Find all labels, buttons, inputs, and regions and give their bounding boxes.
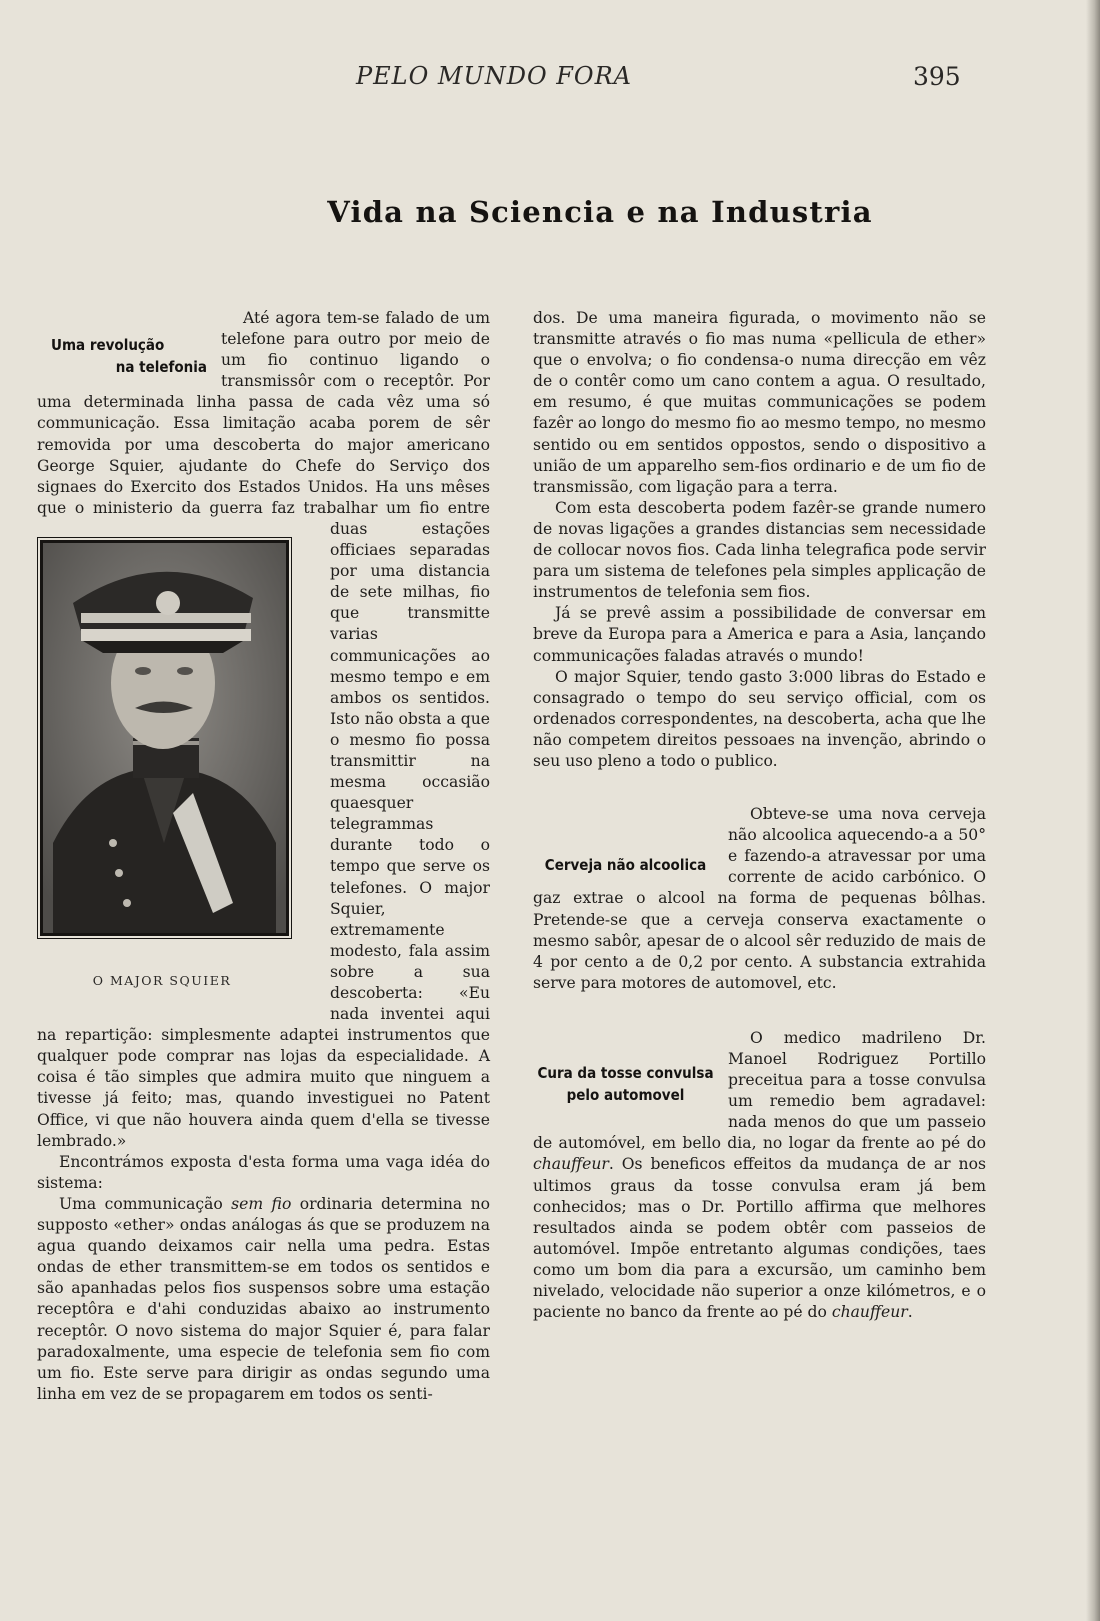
side-label-revolucao xyxy=(37,334,207,378)
article-paragraph: O major Squier, tendo gasto 3:000 libras do Estado e consagrado o tempo do seu serviço official, com os ordenados correspondentes, na descoberta, acha que lhe não competem direitos pessoaes na invenção, abrindo o seu uso pleno a todo o publico. xyxy=(533,667,986,770)
inline-text: . Os beneficos effeitos da mudança de ar nos ultimos graus da tosse convulsa eram já bem conhecidos; mas o Dr. Portillo affirma que melhores resultados ainda se podem obtêr com passeios de automóvel. Impõe entretanto algumas condições, taes como um bom dia para a excursão, um caminho bem nivelado, velocidade não superior a onze kilómetros, e o paciente no banco da frente ao pé do xyxy=(533,1155,986,1322)
page-edge xyxy=(1086,0,1100,1621)
article-paragraph: Encontrámos exposta d'esta forma uma vaga idéa do sistema: xyxy=(37,1152,490,1192)
article-paragraph: dos. De uma maneira figurada, o movimento não se transmitte através o fio mas numa «pellicula de ether» que o envolva; o fio condensa-o numa direcção em vêz de o contêr como um cano contem a agua. O resultado, em resumo, é que muitas communicações se podem fazêr ao longo do mesmo fio ao mesmo tempo, no mesmo sentido ou em sentidos oppostos, sendo o dispositivo a união de um apparelho sem-fios ordinario e de um fio de transmissão, com ligação para a terra. xyxy=(533,309,986,496)
article-paragraph: Já se prevê assim a possibilidade de conversar em breve da Europa para a America e para a Asia, lançando communicações faladas através o mundo! xyxy=(533,604,986,665)
spacer xyxy=(533,772,986,804)
emphasis-text: sem fio xyxy=(231,1194,292,1213)
inline-text: . xyxy=(907,1303,913,1322)
section-title: Vida na Sciencia e na Industria xyxy=(327,195,873,229)
emphasis-text: chauffeur xyxy=(533,1155,609,1174)
side-label-line: pelo automovel xyxy=(566,1085,685,1104)
side-label-cerveja: Cerveja não alcoolica xyxy=(544,856,707,875)
page-number: 395 xyxy=(913,62,961,91)
side-label-line: Cura da tosse convulsa xyxy=(537,1063,714,1082)
article-paragraph xyxy=(37,1194,490,1405)
portrait-caption: O MAJOR SQUIER xyxy=(92,973,232,988)
side-label-line: na telefonia xyxy=(115,358,207,376)
portrait-figure xyxy=(37,540,320,1020)
portrait-image xyxy=(43,543,286,933)
left-column xyxy=(37,308,490,1405)
inline-text: O medico madrileno Dr. Manoel Rodriguez Portillo preceitua para a tosse convulsa um remedio bem agradavel: nada menos do que um passeio de automóvel, em bello dia, no logar da frente ao pé do xyxy=(533,1028,986,1153)
side-label-tosse xyxy=(533,1062,718,1106)
article-paragraph: Até agora tem-se falado de um telefone para outro por meio de um fio continuo ligando o transmissôr com o receptôr. Por uma determinada linha passa de cada vêz uma só communicação. Essa limitação acaba porem de sêr removida por uma descoberta do major americano George Squier, ajudante do Chefe do Serviço dos signaes do Exercito dos Estados Unidos. Ha uns mêses que o ministerio da guerra faz trabalhar um fio entre duas estações officiaes separadas por uma distancia de sete milhas, fio que transmitte varias communicações ao mesmo tempo e em ambos os sentidos. Isto não obsta a que o mesmo fio possa transmittir na mesma occasião quaesquer telegrammas durante todo o tempo que serve os telefones. O major Squier, extremamente modesto, fala assim sobre a sua descoberta: «Eu nada inventei aqui na repartição: simplesmente adaptei instrumentos que qualquer pode comprar nas lojas da especialidade. A coisa é tão simples que admira muito que ninguem a tivesse já feito; mas, quando investiguei no Patent Office, vi que não houvera ainda quem d'ella se tivesse lembrado.» xyxy=(37,309,490,1150)
article-paragraph: Com esta descoberta podem fazêr-se grande numero de novas ligações a grandes distancias sem necessidade de collocar novos fios. Cada linha telegrafica pode servir para um sistema de telefones pela simples applicação de instrumentos de telefonia sem fios. xyxy=(533,498,986,602)
article-revolucao-body xyxy=(37,308,490,1152)
running-title: PELO MUNDO FORA xyxy=(356,62,632,90)
side-label-line: Uma revolução xyxy=(51,336,165,354)
emphasis-text: chauffeur xyxy=(831,1303,908,1322)
article-paragraph: Obteve-se uma nova cerveja não alcoolica aquecendo-a a 50° e fazendo-a atravessar por uma corrente de acido carbónico. O gaz extrae o alcool na forma de pequenas bôlhas. Pretende-se que a cerveja conserva exactamente o mesmo sabôr, apesar de o alcool sêr reduzido de mais de 4 por cento a de 0,2 por cento. A substancia extrahida serve para motores de automovel, etc. xyxy=(533,805,986,992)
portrait-photo xyxy=(40,540,289,936)
spacer xyxy=(533,994,986,1028)
page-header xyxy=(0,62,1100,96)
right-column xyxy=(533,308,986,1323)
inline-text: ordinaria determina no supposto «ether» ondas análogas ás que se produzem na agua quando deixamos cair nella uma pedra. Estas ondas de ether transmittem-se em todos os sentidos e são apanhadas pelos fios suspensos sobre uma estação receptôra e d'ahi conduzidas abaixo ao instrumento receptôr. O novo sistema do major Squier é, para falar paradoxalmente, uma especie de telefonia sem fio com um fio. Este serve para dirigir as ondas segundo uma linha em vez de se propagarem em todos os senti- xyxy=(37,1194,491,1403)
inline-text: Uma communicação xyxy=(59,1194,232,1213)
